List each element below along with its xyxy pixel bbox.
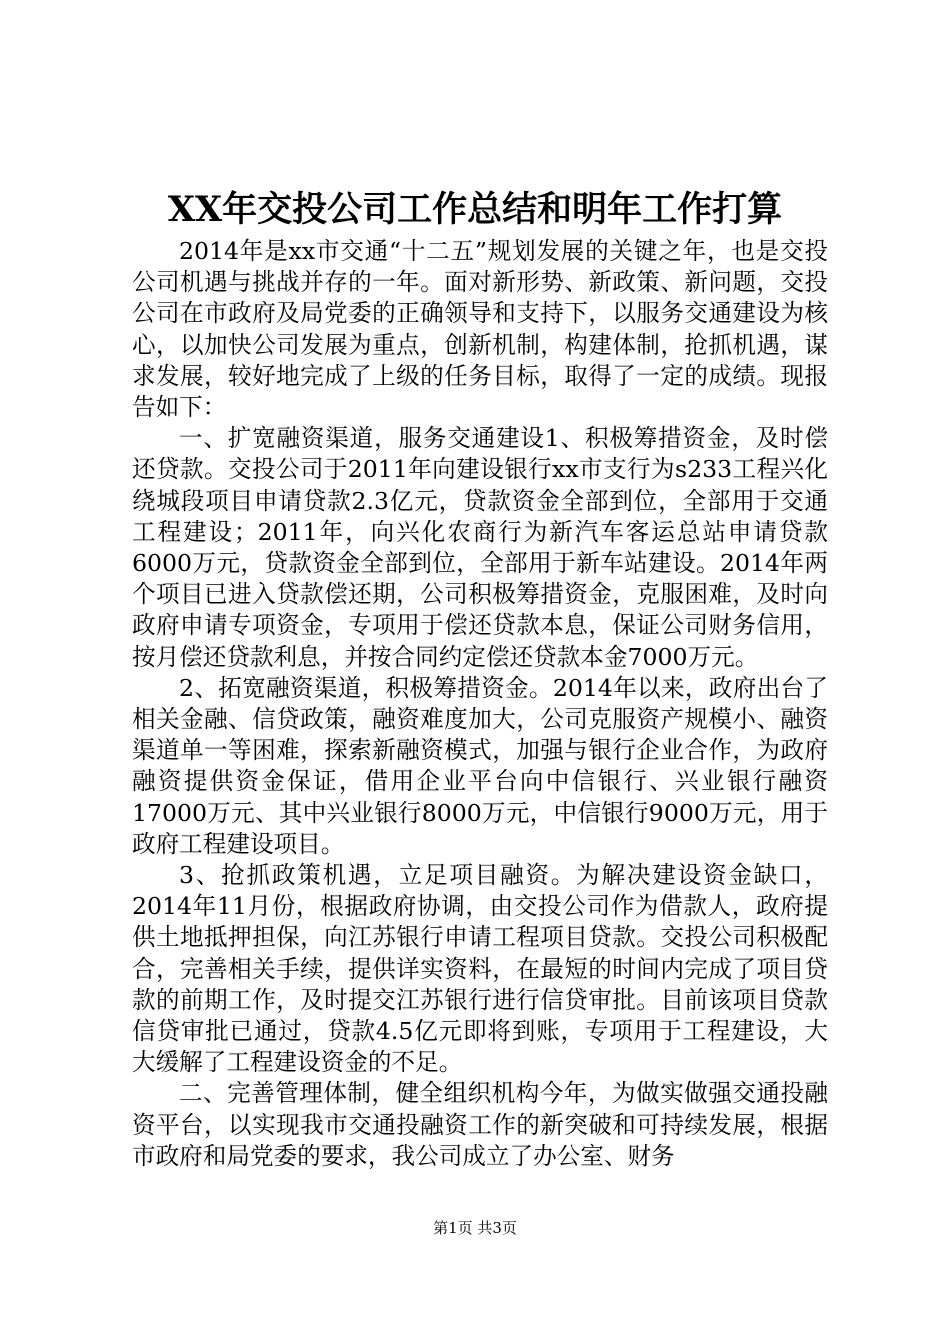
page-number-footer: 第1页 共3页 xyxy=(433,1219,517,1237)
paragraph-section-1-3: 3、抢抓政策机遇，立足项目融资。为解决建设资金缺口，2014年11月份，根据政府协调，由交投公司作为借款人，政府提供土地抵押担保，向江苏银行申请工程项目贷款。交投公司积极配合，完善相关手续，提供详实资料，在最短的时间内完成了项目贷款的前期工作，及时提交江苏银行进行信贷审批。目前该项目贷款信贷审批已通过，贷款4.5亿元即将到账，专项用于工程建设，大大缓解了工程建设资金的不足。 xyxy=(132,861,828,1077)
paragraph-intro: 2014年是xx市交通“十二五”规划发展的关键之年，也是交投公司机遇与挑战并存的一年。面对新形势、新政策、新问题，交投公司在市政府及局党委的正确领导和支持下，以服务交通建设为核心，以加快公司发展为重点，创新机制，构建体制，抢抓机遇，谋求发展，较好地完成了上级的任务目标，取得了一定的成绩。现报告如下： xyxy=(132,237,828,422)
paragraph-section-1: 一、扩宽融资渠道，服务交通建设1、积极筹措资金，及时偿还贷款。交投公司于2011年向建设银行xx市支行为s233工程兴化绕城段项目申请贷款2.3亿元，贷款资金全部到位，全部用于交通工程建设；2011年，向兴化农商行为新汽车客运总站申请贷款6000万元，贷款资金全部到位，全部用于新车站建设。2014年两个项目已进入贷款偿还期，公司积极筹措资金，克服困难，及时向政府申请专项资金，专项用于偿还贷款本息，保证公司财务信用，按月偿还贷款利息，并按合同约定偿还贷款本金7000万元。 xyxy=(132,424,828,671)
document-title: XX年交投公司工作总结和明年工作打算 xyxy=(167,189,783,230)
paragraph-section-1-2: 2、拓宽融资渠道，积极筹措资金。2014年以来，政府出台了相关金融、信贷政策，融资难度加大，公司克服资产规模小、融资渠道单一等困难，探索新融资模式，加强与银行企业合作，为政府融资提供资金保证，借用企业平台向中信银行、兴业银行融资17000万元、其中兴业银行8000万元，中信银行9000万元，用于政府工程建设项目。 xyxy=(132,673,828,858)
document-body xyxy=(132,236,828,1172)
paragraph-section-2: 二、完善管理体制，健全组织机构今年，为做实做强交通投融资平台，以实现我市交通投融资工作的新突破和可持续发展，根据市政府和局党委的要求，我公司成立了办公室、财务 xyxy=(132,1079,828,1170)
